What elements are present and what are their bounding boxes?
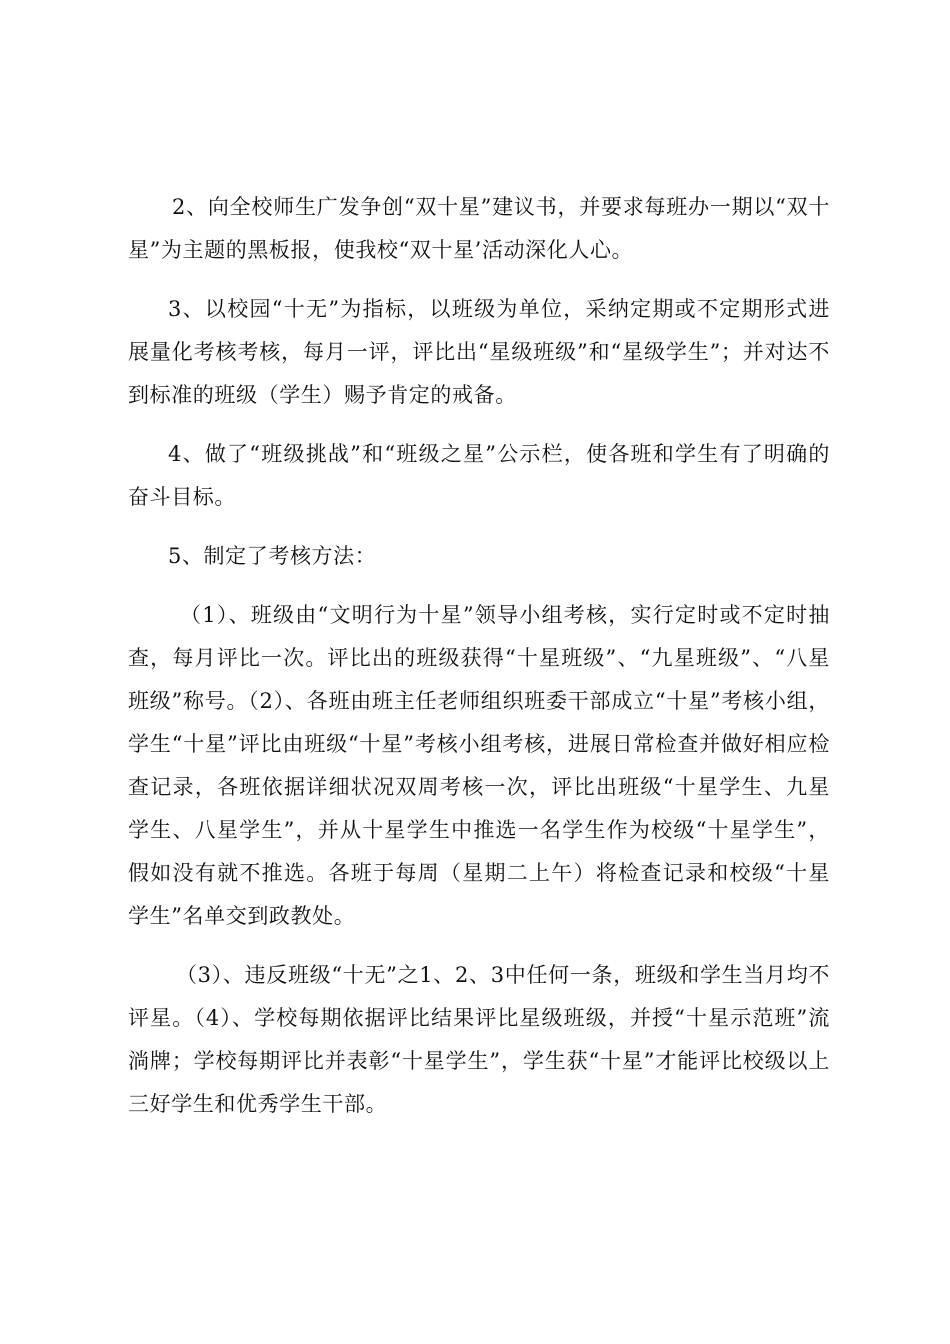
- document-body: [128, 186, 830, 1126]
- paragraph-gap: [128, 578, 830, 594]
- paragraph-gap: [128, 938, 830, 954]
- paragraph-5-items-3-4: （3）、违反班级“十无”之1、2、3中任何一条，班级和学生当月均不评星。（4）、学校每期依据评比结果评比星级班级，并授“十星示范班”流淌牌；学校每期评比并表彰“十星学生”，学生获“十星”才能评比校级以上三好学生和优秀学生干部。: [128, 963, 830, 1116]
- paragraph-gap: [128, 417, 830, 433]
- paragraph-gap: [128, 272, 830, 288]
- paragraph-4: 4、做了“班级挑战”和“班级之星”公示栏，使各班和学生有了明确的奋斗目标。: [128, 442, 830, 509]
- paragraph-2: 2、向全校师生广发争创“双十星”建议书，并要求每班办一期以“双十星”为主题的黑板报，使我校“双十星’活动深化人心。: [128, 195, 830, 262]
- paragraph-5: 5、制定了考核方法：: [168, 544, 377, 568]
- paragraph-gap: [128, 519, 830, 535]
- paragraph-5-items-1-2: （1）、班级由“文明行为十星”领导小组考核，实行定时或不定时抽查，每月评比一次。评比出的班级获得“十星班级”、“九星班级”、“八星班级”称号。（2）、各班由班主任老师组织班委干部成立“十星”考核小组，学生“十星”评比由班级“十星”考核小组考核，进展日常检查并做好相应检查记录，各班依据详细状况双周考核一次，评比出班级“十星学生、九星学生、八星学生”，并从十星学生中推选一名学生作为校级“十星学生”，假如没有就不推选。各班于每周（星期二上午）将检查记录和校级“十星学生”名单交到政教处。: [128, 603, 830, 928]
- paragraph-3: 3、以校园“十无”为指标，以班级为单位，采纳定期或不定期形式进展量化考核考核，每月一评，评比出“星级班级”和“星级学生”；并对达不到标准的班级（学生）赐予肯定的戒备。: [128, 297, 830, 407]
